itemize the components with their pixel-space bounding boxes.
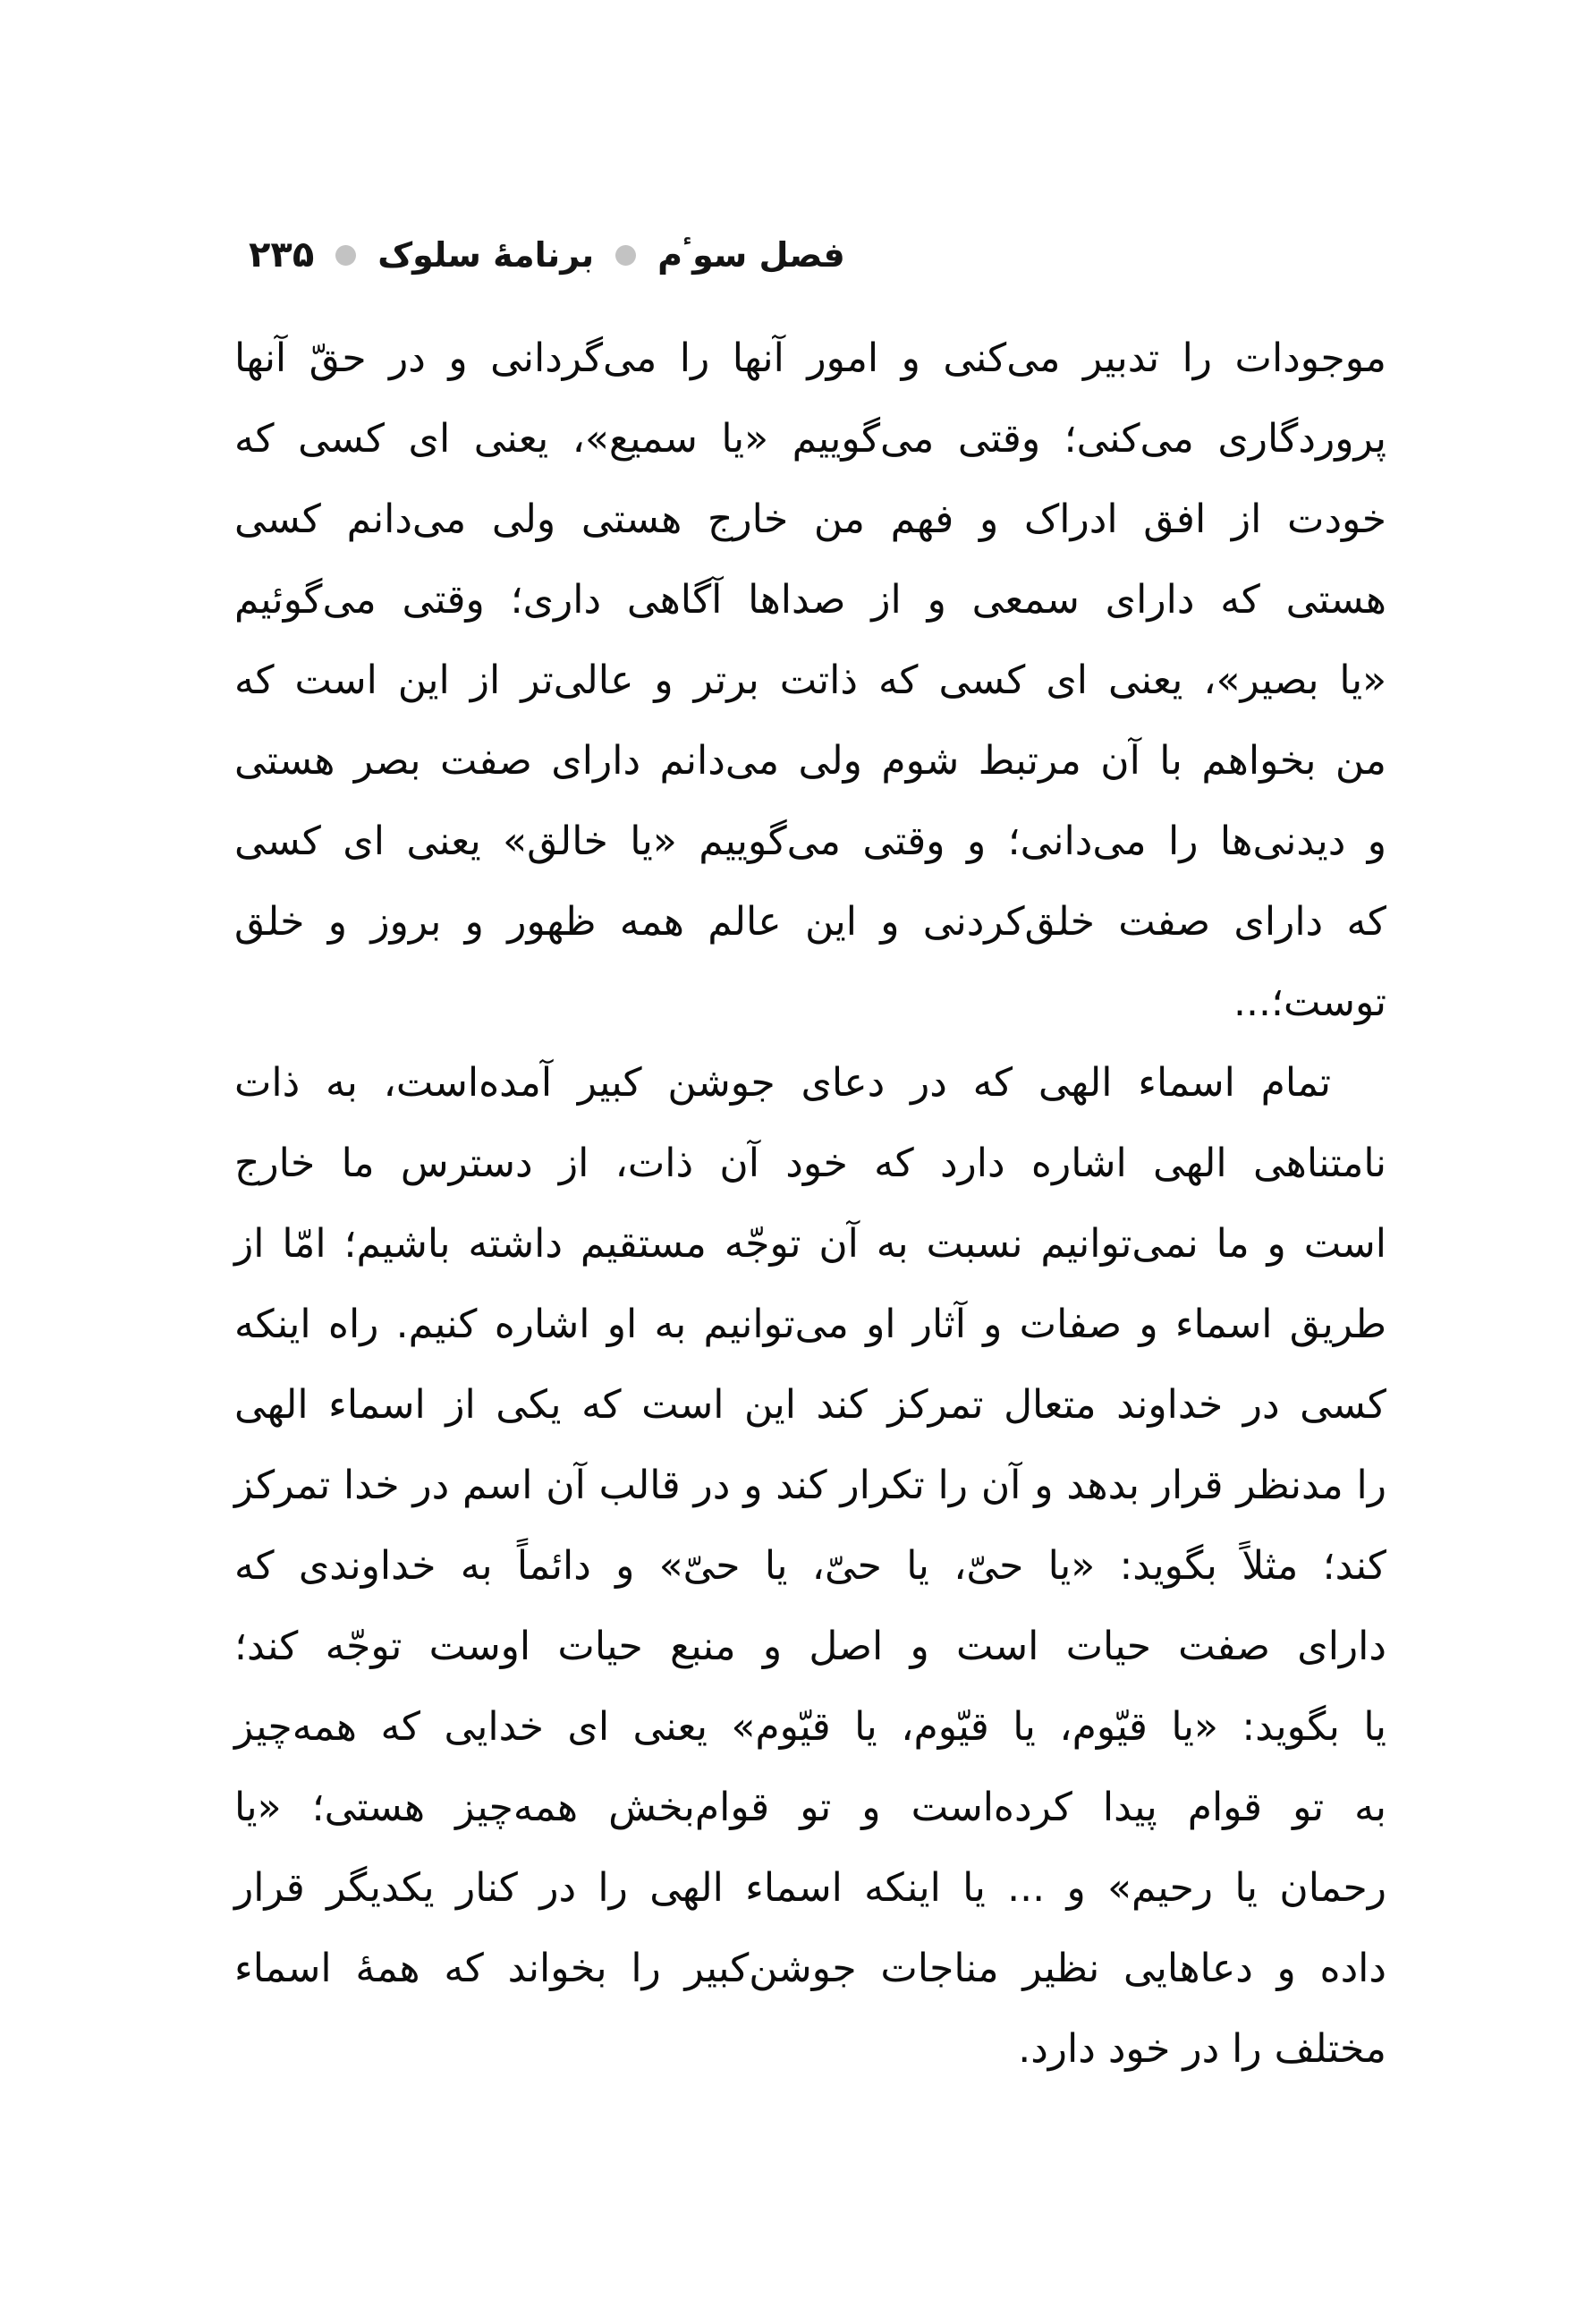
text-line: که دارای صفت خلق‌کردنی و این عالم همه ظهور و بروز و خلق <box>234 899 1386 945</box>
text-line: مختلف را در خود دارد. <box>1018 2026 1386 2072</box>
text-line: تمام اسماء الهی که در دعای جوشن کبیر آمده‌است، به ذات <box>234 1060 1331 1106</box>
text-line: را مدنظر قرار بدهد و آن را تکرار کند و در قالب آن اسم در خدا تمرکز <box>234 1463 1386 1508</box>
text-line: یا بگوید: «یا قیّوم، یا قیّوم، یا قیّوم» یعنی ای خدایی که همه‌چیز <box>234 1704 1386 1750</box>
text-line: توست؛... <box>1233 980 1386 1025</box>
text-line: رحمان یا رحیم» و ... یا اینکه اسماء الهی را در کنار یکدیگر قرار <box>234 1865 1386 1911</box>
body-text-column <box>234 318 1386 2103</box>
separator-bullet-icon <box>615 245 636 266</box>
text-line: کسی در خداوند متعال تمرکز کند این است که یکی از اسماء الهی <box>234 1382 1386 1428</box>
separator-bullet-icon <box>335 245 356 266</box>
text-line: هستی که دارای سمعی و از صداها آگاهی داری؛ وقتی می‌گوئیم <box>234 577 1386 623</box>
text-line: پروردگاری می‌کنی؛ وقتی می‌گوییم «یا سمیع»، یعنی ای کسی که <box>234 416 1386 462</box>
header-page-number: ۲۳۵ <box>249 234 315 276</box>
running-head <box>249 225 845 284</box>
text-line: کند؛ مثلاً بگوید: «یا حیّ، یا حیّ، یا حیّ» و دائماً به خداوندی که <box>234 1543 1386 1589</box>
text-line: داده و دعاهایی نظیر مناجات جوشن‌کبیر را بخواند که همهٔ اسماء <box>234 1946 1386 1991</box>
text-line: من بخواهم با آن مرتبط شوم ولی می‌دانم دارای صفت بصر هستی <box>234 738 1386 784</box>
text-line: «یا بصیر»، یعنی ای کسی که ذاتت برتر و عالی‌تر از این است که <box>234 657 1386 703</box>
header-chapter: فصل سوٴم <box>657 235 845 275</box>
text-line: خودت از افق ادراک و فهم من خارج هستی ولی می‌دانم کسی <box>234 496 1386 542</box>
text-line: نامتناهی الهی اشاره دارد که خود آن ذات، از دسترس ما خارج <box>234 1141 1386 1186</box>
header-book-title: برنامهٔ سلوک <box>377 235 595 275</box>
text-line: دارای صفت حیات است و اصل و منبع حیات اوست توجّه کند؛ <box>234 1624 1386 1669</box>
text-line: طریق اسماء و صفات و آثار او می‌توانیم به او اشاره کنیم. راه اینکه <box>234 1302 1386 1347</box>
text-line: موجودات را تدبیر می‌کنی و امور آنها را می‌گردانی و در حقّ آنها <box>234 335 1386 381</box>
text-line: به تو قوام پیدا کرده‌است و تو قوام‌بخش همه‌چیز هستی؛ «یا <box>234 1785 1386 1830</box>
text-line: و دیدنی‌ها را می‌دانی؛ و وقتی می‌گوییم «یا خالق» یعنی ای کسی <box>234 818 1386 864</box>
text-line: است و ما نمی‌توانیم نسبت به آن توجّه مستقیم داشته باشیم؛ امّا از <box>234 1221 1386 1267</box>
